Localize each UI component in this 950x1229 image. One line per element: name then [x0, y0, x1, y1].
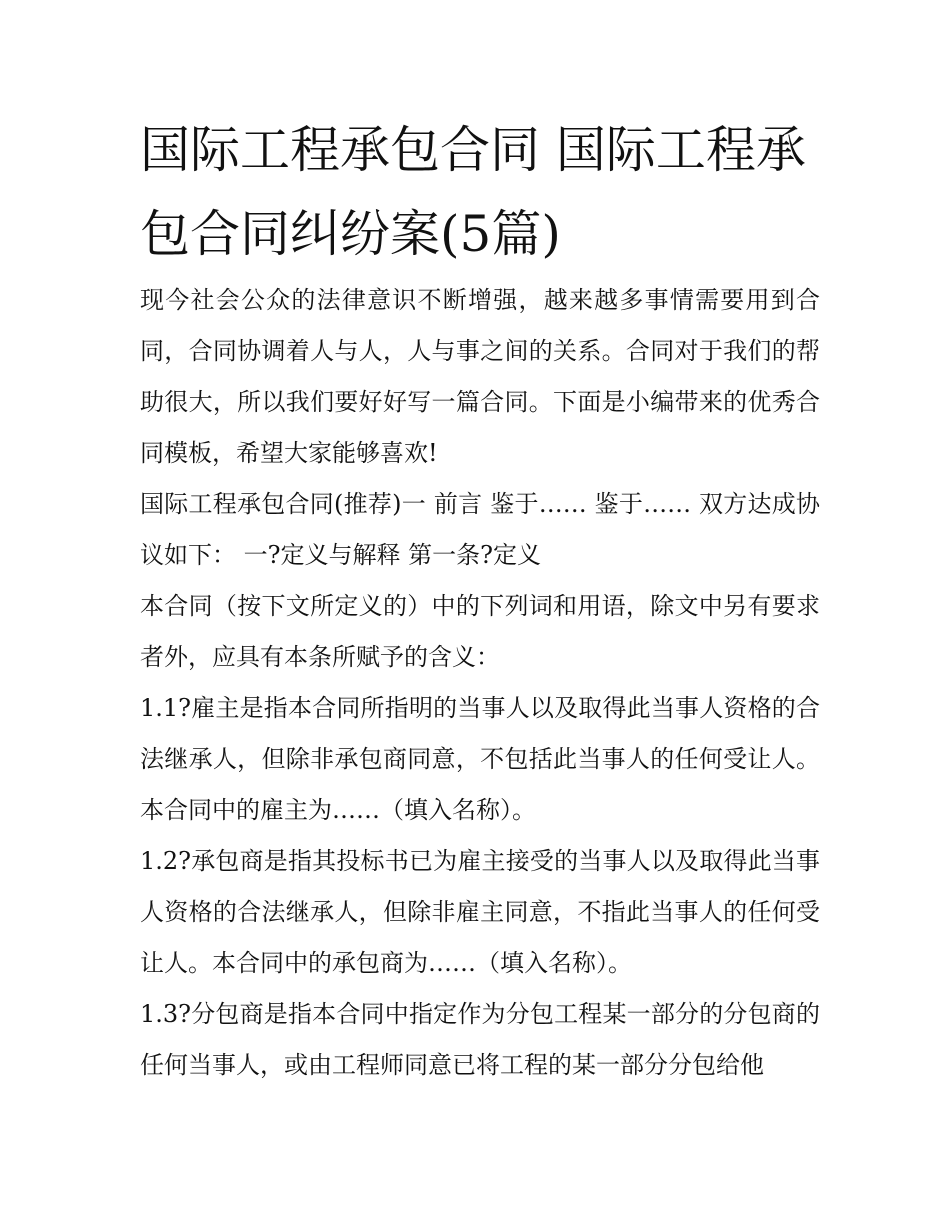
paragraph-definitions-intro: 本合同（按下文所定义的）中的下列词和用语，除文中另有要求者外，应具有本条所赋予的含义：: [140, 592, 820, 671]
document-body: [140, 275, 820, 1091]
paragraph-clause-1-2: 1.2?承包商是指其投标书已为雇主接受的当事人以及取得此当事人资格的合法继承人，但除非雇主同意，不指此当事人的任何受让人。本合同中的承包商为……（填入名称）。: [140, 847, 820, 977]
paragraph-preamble: 国际工程承包合同(推荐)一 前言 鉴于…… 鉴于…… 双方达成协议如下： 一?定义与解释 第一条?定义: [140, 490, 820, 569]
document-title: 国际工程承包合同 国际工程承包合同纠纷案(5篇): [140, 121, 806, 263]
paragraph-intro: 现今社会公众的法律意识不断增强，越来越多事情需要用到合同，合同协调着人与人，人与事之间的关系。合同对于我们的帮助很大，所以我们要好好写一篇合同。下面是小编带来的优秀合同模板，希望大家能够喜欢!: [140, 286, 820, 467]
paragraph-clause-1-3: 1.3?分包商是指本合同中指定作为分包工程某一部分的分包商的任何当事人，或由工程师同意已将工程的某一部分分包给他: [140, 1000, 820, 1079]
paragraph-clause-1-1: 1.1?雇主是指本合同所指明的当事人以及取得此当事人资格的合法继承人，但除非承包商同意，不包括此当事人的任何受让人。本合同中的雇主为……（填入名称）。: [140, 694, 820, 824]
